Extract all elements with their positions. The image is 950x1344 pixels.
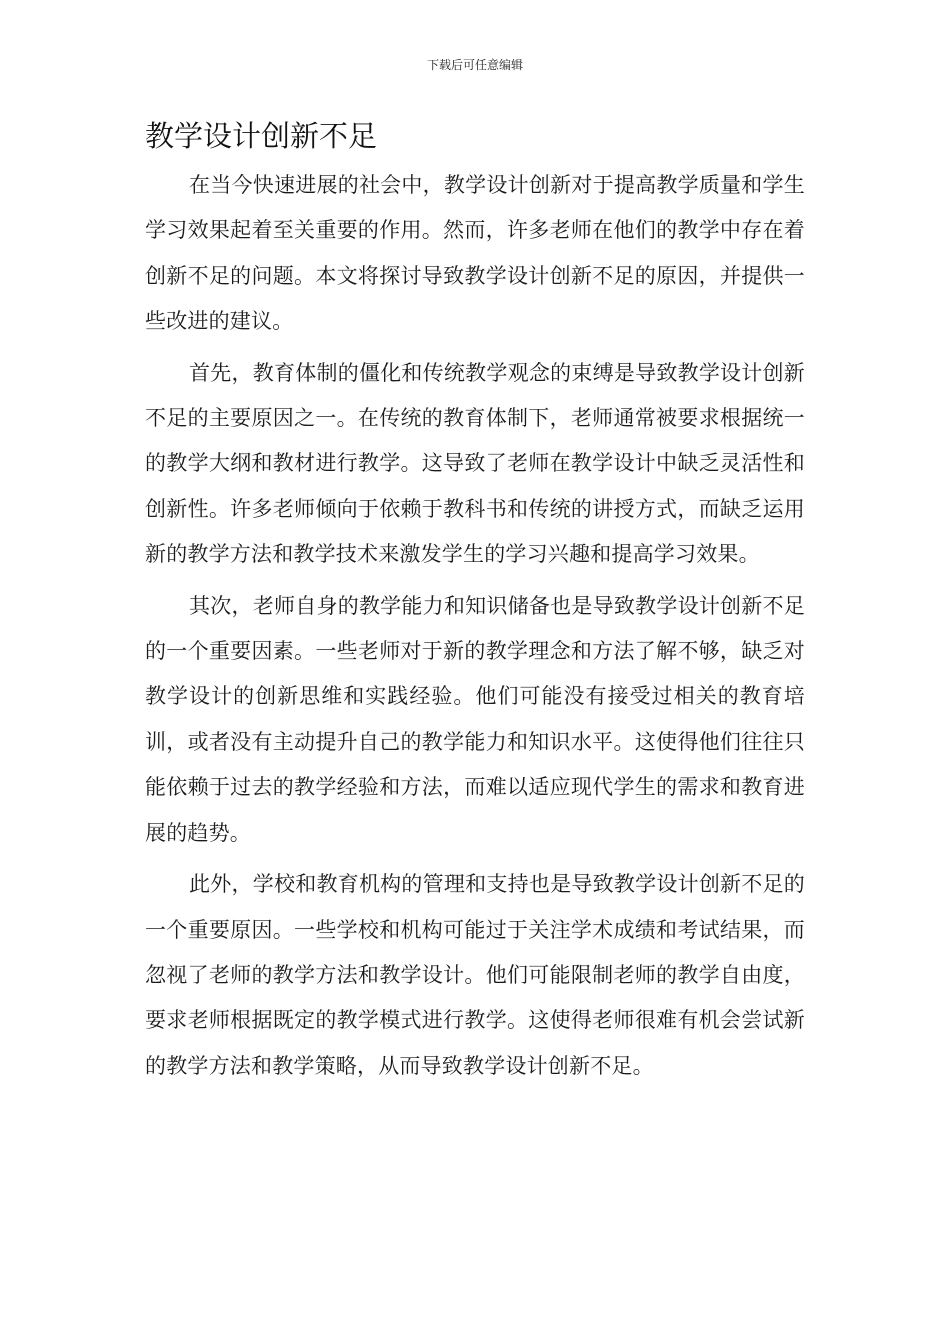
paragraph-1: 在当今快速进展的社会中，教学设计创新对于提高教学质量和学生学习效果起着至关重要的作用。然而，许多老师在他们的教学中存在着创新不足的问题。本文将探讨导致教学设计创新不足的原因，并提供一些改进的建议。 <box>145 173 805 334</box>
header-note: 下载后可任意编辑 <box>426 58 523 72</box>
paragraph-4: 此外，学校和教育机构的管理和支持也是导致教学设计创新不足的一个重要原因。一些学校和机构可能过于关注学术成绩和考试结果，而忽视了老师的教学方法和教学设计。他们可能限制老师的教学自由度，要求老师根据既定的教学模式进行教学。这使得老师很难有机会尝试新的教学方法和教学策略，从而导致教学设计创新不足。 <box>145 872 805 1078</box>
document-body <box>145 163 805 1095</box>
document-title: 教学设计创新不足 <box>145 119 378 153</box>
paragraph-3: 其次，老师自身的教学能力和知识储备也是导致教学设计创新不足的一个重要因素。一些老师对于新的教学理念和方法了解不够，缺乏对教学设计的创新思维和实践经验。他们可能没有接受过相关的教育培训，或者没有主动提升自己的教学能力和知识水平。这使得他们往往只能依赖于过去的教学经验和方法，而难以适应现代学生的需求和教育进展的趋势。 <box>145 593 805 845</box>
paragraph-2: 首先，教育体制的僵化和传统教学观念的束缚是导致教学设计创新不足的主要原因之一。在传统的教育体制下，老师通常被要求根据统一的教学大纲和教材进行教学。这导致了老师在教学设计中缺乏灵活性和创新性。许多老师倾向于依赖于教科书和传统的讲授方式，而缺乏运用新的教学方法和教学技术来激发学生的学习兴趣和提高学习效果。 <box>145 360 805 567</box>
